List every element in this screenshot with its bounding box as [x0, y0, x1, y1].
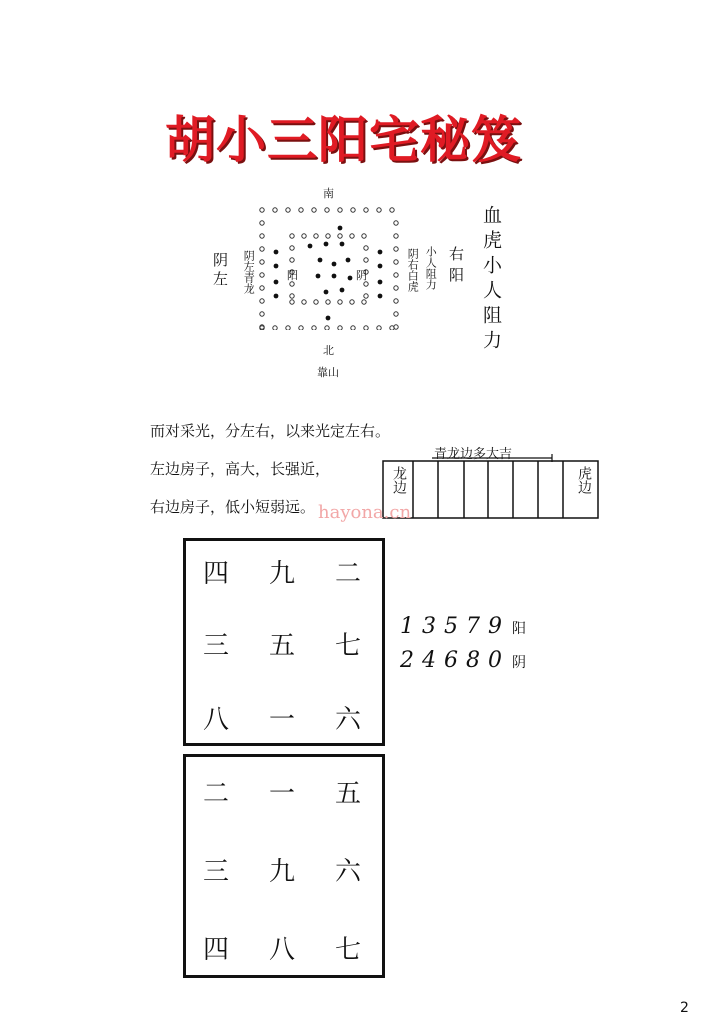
outer-ring-dot [299, 326, 303, 330]
inner-ring-dot [290, 294, 294, 298]
outer-ring-dot [260, 299, 264, 303]
solid-dot [340, 242, 345, 247]
grid1-cell: 九 [268, 559, 295, 589]
grid2-cell: 四 [202, 935, 229, 965]
outer-ring-dot [394, 312, 398, 316]
solid-dot [378, 250, 383, 255]
outer-ring-dot [394, 247, 398, 251]
grid1-cell: 六 [334, 705, 361, 735]
label-yin: 阴 [356, 269, 367, 282]
inner-ring-dot [302, 300, 306, 304]
outer-ring-dot [273, 326, 277, 330]
house-sketch [380, 452, 605, 522]
grid1-cell: 三 [202, 631, 229, 661]
number-grid-2 [183, 754, 385, 978]
label-north: 北 [323, 344, 334, 357]
grid1-cell: 七 [334, 631, 361, 661]
page-number: 2 [680, 1000, 689, 1016]
solid-dot [324, 290, 329, 295]
watermark: hayona.cn [318, 502, 412, 523]
inner-ring-dot [350, 300, 354, 304]
inner-ring-dot [364, 294, 368, 298]
outer-ring-dot [394, 260, 398, 264]
solid-dot [338, 226, 343, 231]
dragon-side-label: 龙边 [391, 466, 407, 494]
grid2-cell: 五 [334, 779, 361, 809]
page-title: 胡小三阳宅秘笈 [165, 111, 522, 169]
solid-dot [378, 280, 383, 285]
grid2-cell: 八 [268, 935, 295, 965]
outer-ring-dot [394, 221, 398, 225]
label-right-white-tiger: 阴右白虎 [406, 248, 420, 292]
outer-ring-dot [260, 234, 264, 238]
tiger-side-label: 虎边 [576, 466, 592, 494]
paragraph-2: 左边房子，高大，长强近， [150, 460, 331, 478]
grid2-cell: 三 [202, 857, 229, 887]
inner-ring-dot [326, 234, 330, 238]
grid1-cell: 五 [268, 631, 295, 661]
solid-dot [348, 276, 353, 281]
inner-ring-dot [350, 234, 354, 238]
outer-ring-dot [394, 299, 398, 303]
inner-ring-dot [290, 258, 294, 262]
inner-ring-dot [362, 300, 366, 304]
label-yang: 阳 [287, 269, 298, 282]
solid-dot [274, 264, 279, 269]
inner-ring-dot [338, 234, 342, 238]
outer-ring-dot [299, 208, 303, 212]
yang-number-row [400, 614, 526, 639]
outer-ring-dot [260, 208, 264, 212]
inner-ring-dot [290, 300, 294, 304]
solid-dot [378, 264, 383, 269]
outer-ring-dot [325, 208, 329, 212]
yin-digits: 24680 [400, 648, 510, 673]
label-back-mountain: 靠山 [317, 366, 339, 379]
solid-dot [378, 294, 383, 299]
inner-ring-dot [290, 234, 294, 238]
grid1-cell: 二 [334, 559, 361, 589]
solid-dot [346, 258, 351, 263]
solid-dot [274, 250, 279, 255]
outer-ring-dot [273, 208, 277, 212]
outer-ring-dot [390, 208, 394, 212]
outer-ring-dot [260, 273, 264, 277]
outer-ring-dot [260, 312, 264, 316]
outer-ring-dot [394, 286, 398, 290]
inner-ring-dot [362, 234, 366, 238]
outer-ring-dot [260, 260, 264, 264]
label-left-yin: 阴左 [211, 252, 229, 290]
solid-dot [340, 288, 345, 293]
inner-ring-dot [302, 234, 306, 238]
label-left-green-dragon: 阴左青龙 [242, 250, 256, 294]
grid2-cell: 二 [202, 779, 229, 809]
solid-dot [318, 258, 323, 263]
outer-ring-dot [338, 326, 342, 330]
outer-ring-dot [312, 208, 316, 212]
paragraph-1: 而对采光，分左右，以来光定左右。 [150, 422, 391, 440]
outer-ring-dot [394, 234, 398, 238]
outer-ring-dot [312, 326, 316, 330]
grid2-cell: 七 [334, 935, 361, 965]
outer-ring-dot [351, 208, 355, 212]
solid-dot [308, 244, 313, 249]
outer-ring-dot [377, 326, 381, 330]
outer-ring-dot [260, 286, 264, 290]
solid-dot [316, 274, 321, 279]
outer-ring-dot [338, 208, 342, 212]
inner-ring-dot [314, 300, 318, 304]
inner-ring-dot [326, 300, 330, 304]
grid1-cell: 八 [202, 705, 229, 735]
outer-ring-dot [394, 273, 398, 277]
yin-number-row [400, 648, 526, 673]
dot-diagram [250, 200, 410, 330]
yang-digits: 13579 [400, 614, 510, 639]
solid-dot [332, 274, 337, 279]
solid-dot [274, 294, 279, 299]
house-top-label: 青龙边多大吉 [434, 447, 513, 462]
inner-ring-dot [314, 234, 318, 238]
outer-ring-dot [364, 326, 368, 330]
yin-tag: 阴 [512, 655, 526, 671]
label-right-yang: 右阳 [447, 246, 465, 288]
paragraph-3: 右边房子，低小短弱远。 [150, 498, 316, 516]
outer-ring-dot [260, 247, 264, 251]
solid-dot [332, 262, 337, 267]
outer-ring-dot [286, 326, 290, 330]
outer-ring-dot [286, 208, 290, 212]
grid1-cell: 一 [268, 705, 295, 735]
solid-dot [274, 280, 279, 285]
outer-ring-dot [351, 326, 355, 330]
outer-ring-dot [377, 208, 381, 212]
inner-ring-dot [364, 246, 368, 250]
yang-tag: 阳 [512, 621, 526, 637]
number-grid-1 [183, 538, 385, 746]
label-blood-tiger: 血虎小人阻力 [480, 205, 502, 355]
outer-ring-dot [325, 326, 329, 330]
outer-ring-dot [364, 208, 368, 212]
label-south: 南 [323, 187, 334, 200]
inner-ring-dot [338, 300, 342, 304]
grid2-cell: 六 [334, 857, 361, 887]
label-right-obstacle: 小人阻力 [424, 246, 438, 290]
solid-dot [324, 242, 329, 247]
inner-ring-dot [290, 246, 294, 250]
solid-dot [326, 316, 331, 321]
grid2-cell: 九 [268, 857, 295, 887]
grid2-cell: 一 [268, 779, 295, 809]
grid1-cell: 四 [202, 559, 229, 589]
outer-ring-dot [260, 221, 264, 225]
inner-ring-dot [364, 258, 368, 262]
